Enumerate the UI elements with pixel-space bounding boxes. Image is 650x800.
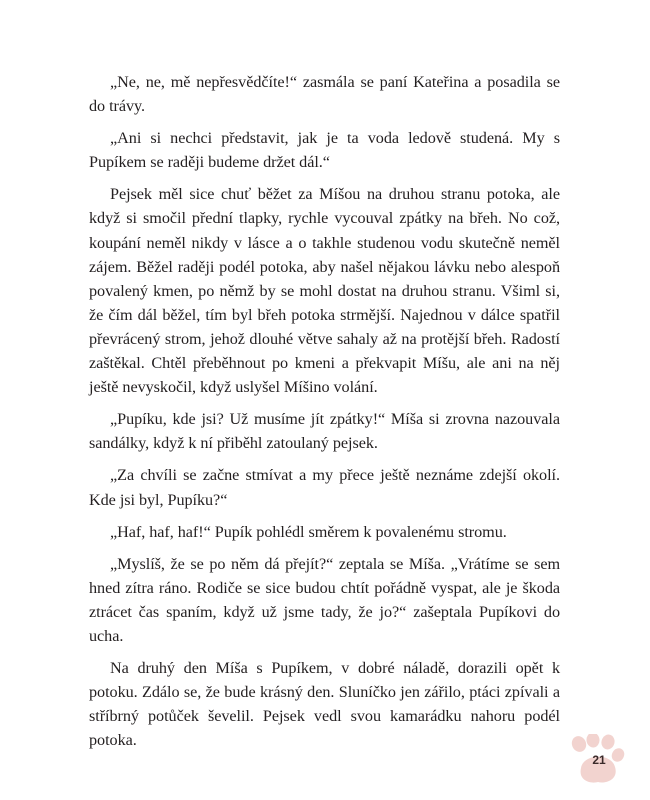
paragraph-6: „Haf, haf, haf!“ Pupík pohlédl směrem k povalenému stromu. bbox=[110, 522, 507, 541]
paragraph-3: Pejsek měl sice chuť běžet za Míšou na druhou stranu potoka, ale když si smočil přední tlapky, rychle vycouval zpátky na břeh. No což, koupání neměl nikdy v lásce a o takhle studenou vodu skutečně neměl zájem. Běžel raději podél potoka, aby našel nějakou lávku nebo alespoň povalený kmen, po němž by se mohl dostat na druhou stranu. Všiml si, že čím dál běžel, tím byl břeh potoka strmější. Najednou v dálce spatřil převrácený strom, jehož dlouhé větve sahaly až na protější břeh. Radostí zaštěkal. Chtěl přeběhnout po kmeni a překvapit Míšu, ale ani na něj ještě nevyskočil, když uslyšel Míšino volání. bbox=[89, 185, 560, 397]
page-number-badge bbox=[569, 734, 625, 786]
paragraph-2: „Ani si nechci představit, jak je ta voda ledově studená. My s Pupíkem se raději budeme držet dál.“ bbox=[89, 129, 560, 172]
paragraph-5: „Za chvíli se začne stmívat a my přece ještě neznáme zdejší okolí. Kde jsi byl, Pupíku?“ bbox=[89, 466, 560, 509]
paragraph-4: „Pupíku, kde jsi? Už musíme jít zpátky!“ Míša si zrovna nazouvala sandálky, když k ní přiběhl zatoulaný pejsek. bbox=[89, 410, 560, 453]
paragraph-8: Na druhý den Míša s Pupíkem, v dobré náladě, dorazili opět k potoku. Zdálo se, že bude krásný den. Sluníčko jen zářilo, ptáci zpívali a stříbrný potůček ševelil. Pejsek vedl svou kamarádku nahoru podél potoka. bbox=[89, 659, 560, 750]
paragraph-7: „Myslíš, že se po něm dá přejít?“ zeptala se Míša. „Vrátíme se sem hned zítra ráno. Rodiče se sice budou chtít pořádně vyspat, ale je škoda ztrácet čas spaním, když už jsme tady, že jo?“ zašeptala Pupíkovi do ucha. bbox=[89, 554, 560, 645]
page-number: 21 bbox=[592, 753, 606, 767]
book-page-text bbox=[89, 70, 560, 760]
paragraph-1: „Ne, ne, mě nepřesvědčíte!“ zasmála se paní Kateřina a posadila se do trávy. bbox=[89, 73, 560, 116]
